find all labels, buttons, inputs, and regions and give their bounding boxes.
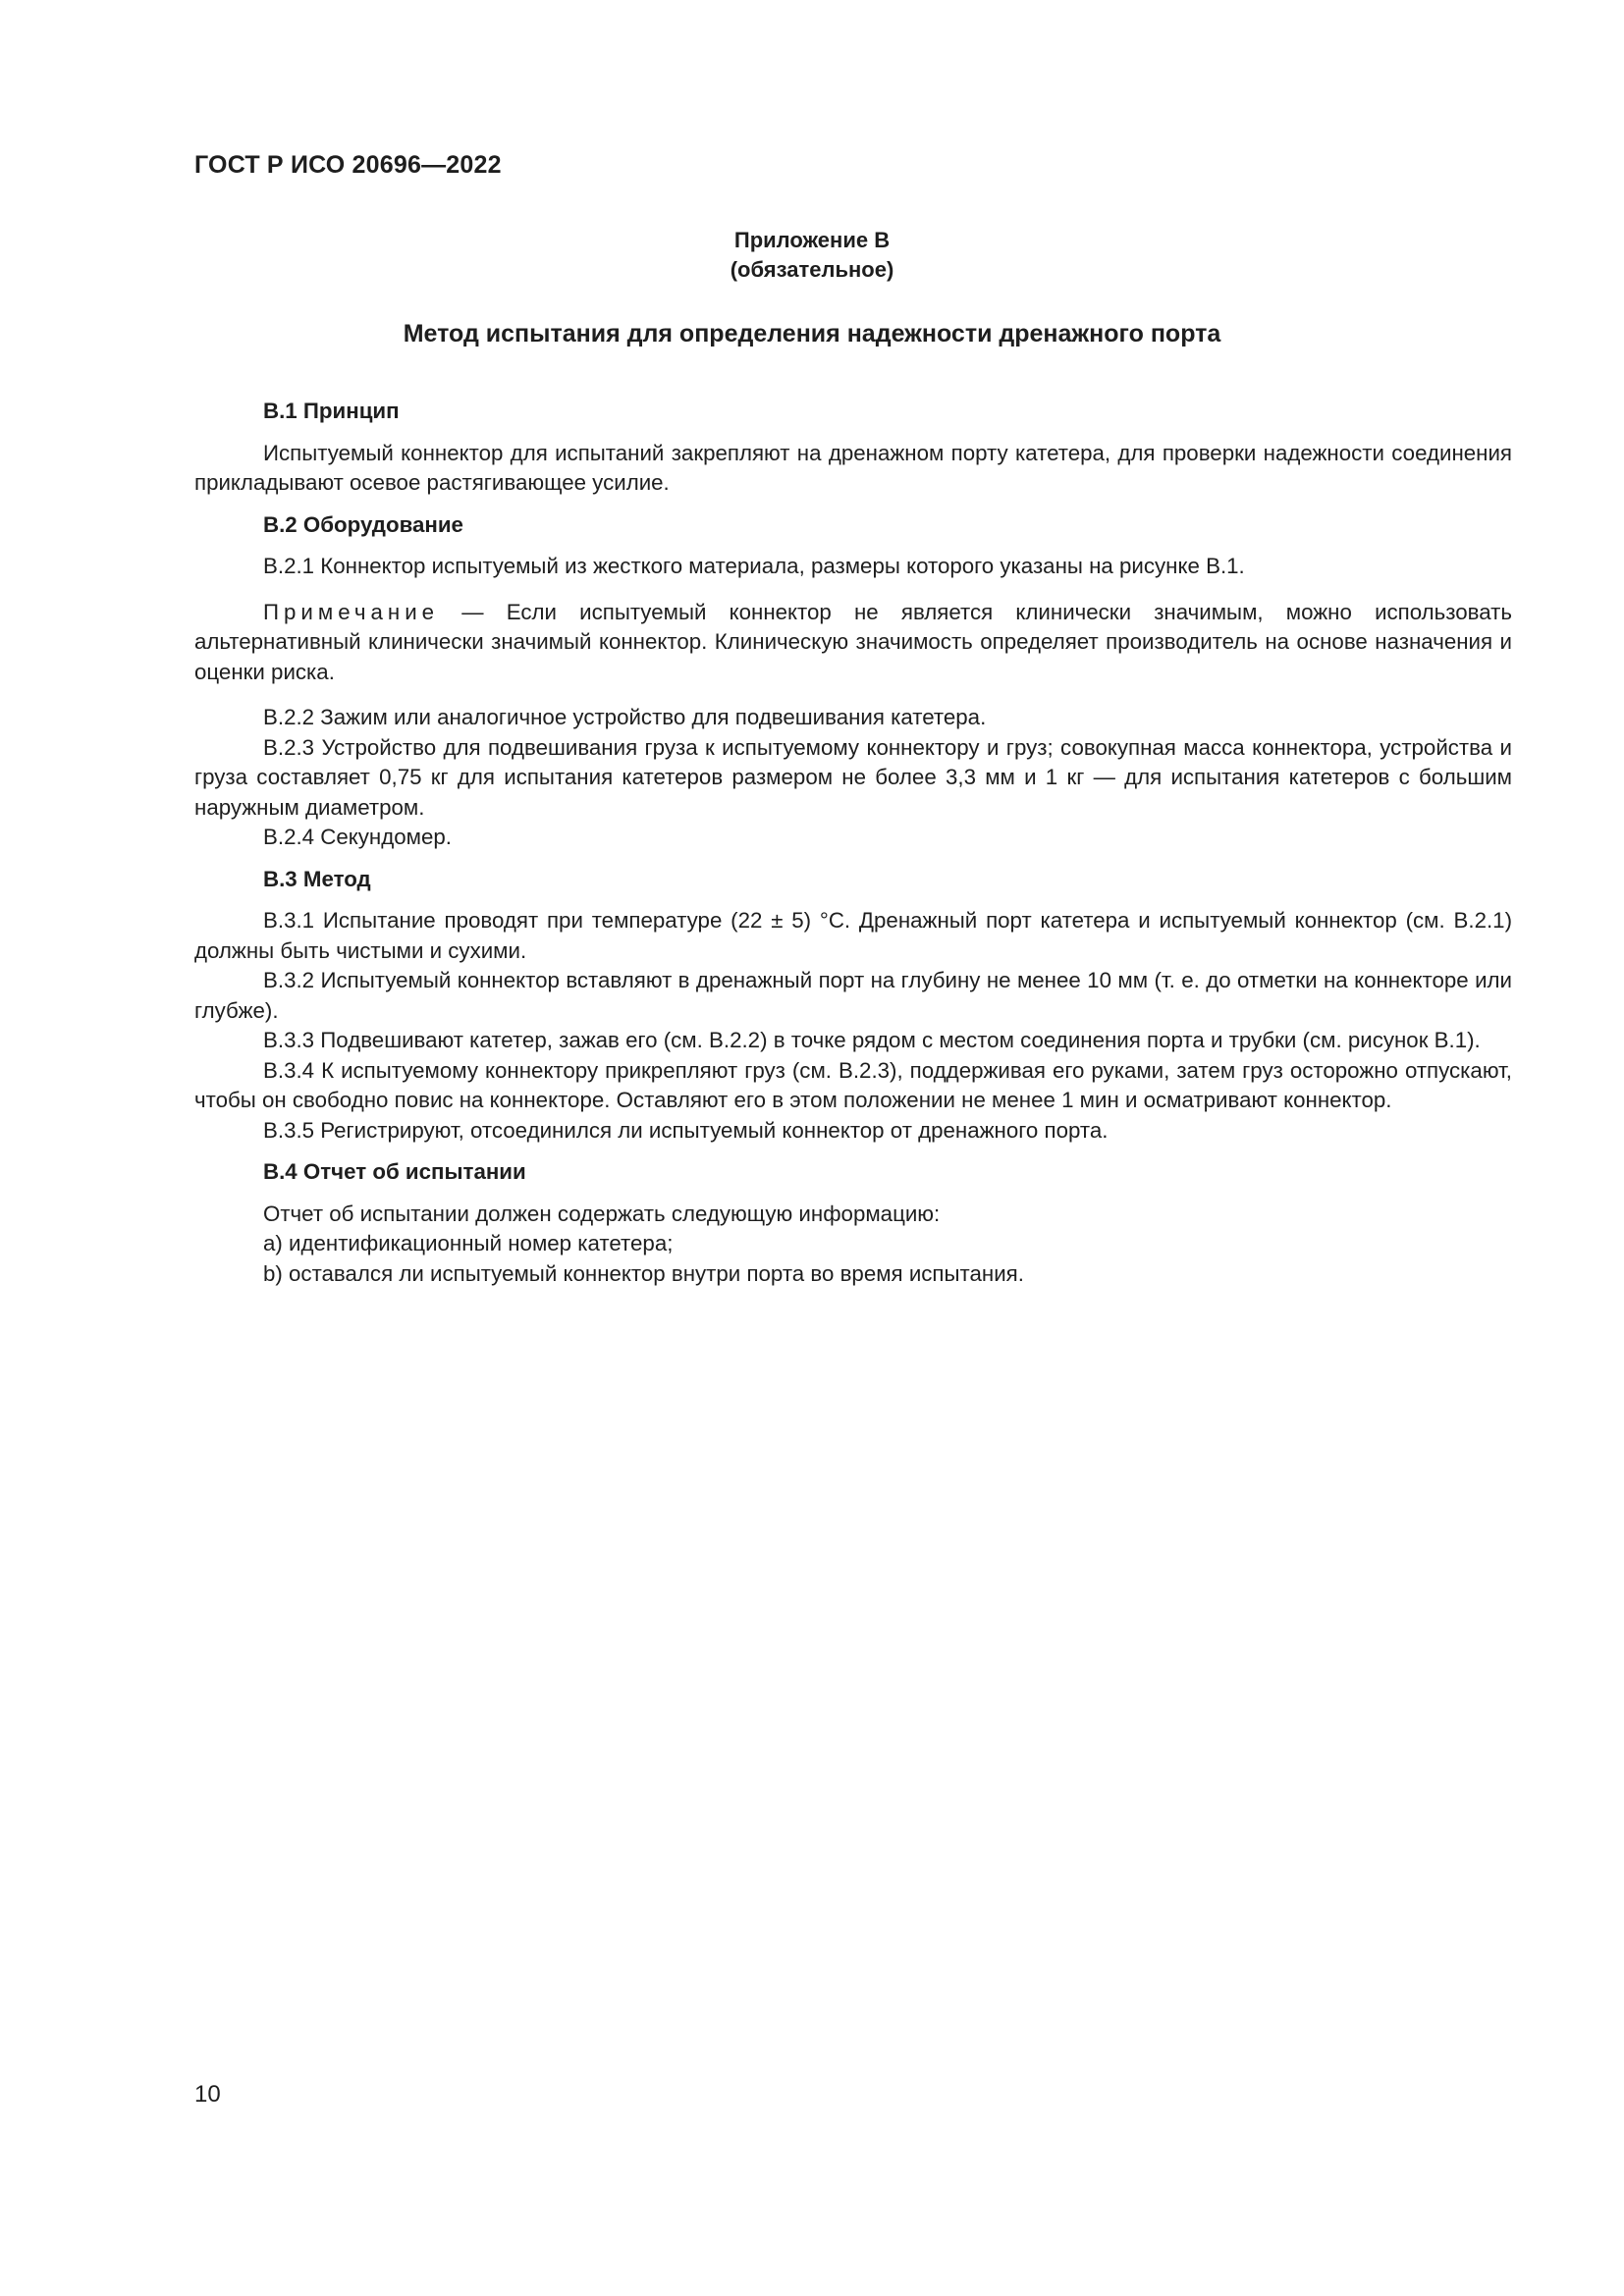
- annex-type: (обязательное): [730, 257, 894, 282]
- paragraph-b3-1: В.3.1 Испытание проводят при температуре (22 ± 5) °С. Дренажный порт катетера и испытуемый коннектор (см. В.2.1) должны быть чистыми и сухими.: [194, 908, 1512, 963]
- paragraph-b3-5: В.3.5 Регистрируют, отсоединился ли испытуемый коннектор от дренажного порта.: [263, 1117, 1109, 1143]
- note-paragraph: [194, 598, 1512, 688]
- section-heading-b1: В.1 Принцип: [263, 399, 400, 423]
- note-label: Примечание: [263, 599, 440, 624]
- paragraph-b2-3: В.2.3 Устройство для подвешивания груза к испытуемому коннектору и груз; совокупная масса коннектора, устройства и груза составляет 0,75 кг для испытания катетеров размером не более 3,3 мм и 1 кг — для испытания катетеров с большим наружным диаметром.: [194, 734, 1512, 820]
- annex-heading: Метод испытания для определения надежности дренажного порта: [403, 320, 1221, 347]
- section-heading-b3: В.3 Метод: [263, 866, 371, 891]
- paragraph-b2-1: В.2.1 Коннектор испытуемый из жесткого материала, размеры которого указаны на рисунке В.1.: [263, 554, 1245, 578]
- paragraph-b2-2: В.2.2 Зажим или аналогичное устройство для подвешивания катетера.: [263, 705, 987, 729]
- paragraph-b2-4: В.2.4 Секундомер.: [263, 825, 452, 849]
- document-body: [194, 397, 1512, 1289]
- note-text: — Если испытуемый коннектор не является клинически значимым, можно использовать альтернативный клинически значимый коннектор. Клиническую значимость определяет производитель на основе назначения и оценки риска.: [194, 599, 1512, 684]
- section-heading-b2: В.2 Оборудование: [263, 511, 463, 537]
- annex-title: Приложение В: [733, 228, 891, 252]
- document-id: ГОСТ Р ИСО 20696—2022: [194, 151, 502, 179]
- paragraph-b1: Испытуемый коннектор для испытаний закрепляют на дренажном порту катетера, для проверки надежности соединения прикладывают осевое растягивающее усилие.: [194, 440, 1512, 495]
- paragraph-b4-1: Отчет об испытании должен содержать следующую информацию:: [263, 1201, 941, 1226]
- list-item-b: b) оставался ли испытуемый коннектор внутри порта во время испытания.: [263, 1260, 1024, 1286]
- section-heading-b4: В.4 Отчет об испытании: [263, 1159, 526, 1184]
- paragraph-b3-4: В.3.4 К испытуемому коннектору прикрепляют груз (см. В.2.3), поддерживая его руками, затем груз осторожно отпускают, чтобы он свободно повис на коннекторе. Оставляют его в этом положении не менее 1 мин и осматривают коннектор.: [194, 1057, 1512, 1112]
- list-item-a: а) идентификационный номер катетера;: [263, 1231, 674, 1255]
- paragraph-b3-2: В.3.2 Испытуемый коннектор вставляют в дренажный порт на глубину не менее 10 мм (т. е. до отметки на коннекторе или глубже).: [194, 968, 1512, 1023]
- paragraph-b3-3: В.3.3 Подвешивают катетер, зажав его (см. В.2.2) в точке рядом с местом соединения порта и трубки (см. рисунок В.1).: [263, 1028, 1481, 1052]
- page-number: 10: [194, 2081, 221, 2108]
